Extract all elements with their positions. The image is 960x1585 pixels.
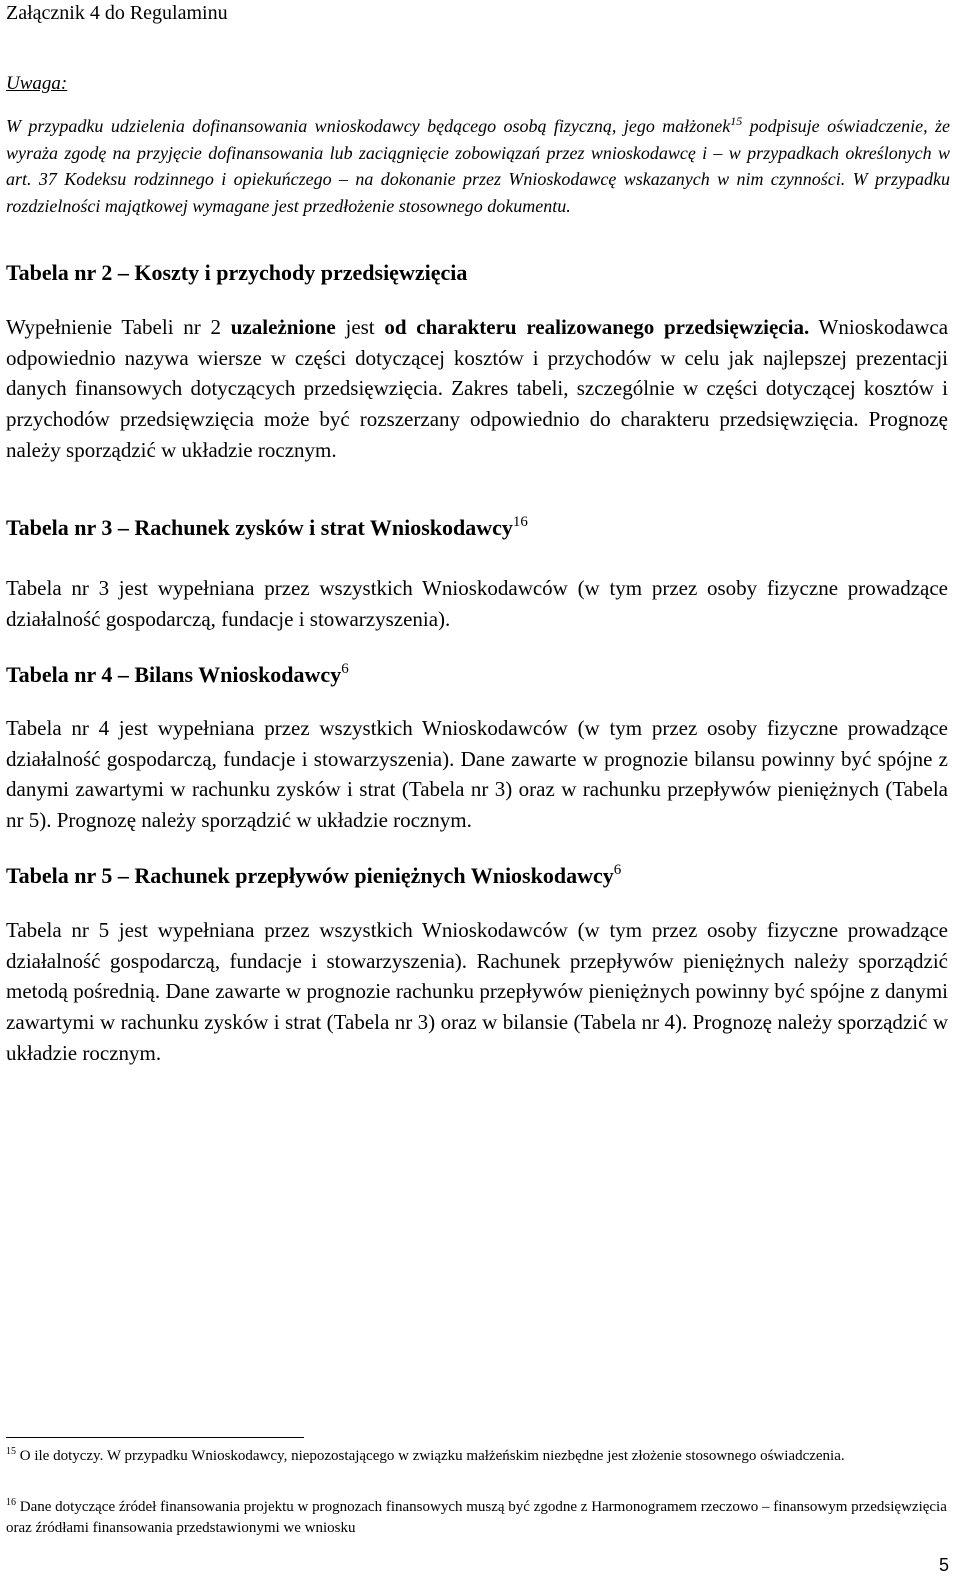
section-footnote-ref: 6 xyxy=(341,661,349,677)
section-title-text: Tabela nr 4 – Bilans Wnioskodawcy xyxy=(6,662,342,687)
attachment-header: Załącznik 4 do Regulaminu xyxy=(6,2,228,24)
footnote-number: 16 xyxy=(6,1497,16,1508)
body-text: Tabela nr 5 jest wypełniana przez wszystkich Wnioskodawców (w tym przez osoby fizyczne prowadzące działalność gospodarczą, fundacje i stowarzyszenia). Rachunek przepływów pieniężnych należy sporządzić metodą pośrednią. Dane zawarte w prognozie rachunku przepływów pieniężnych powinny być spójne z danymi zawartymi w rachunku zysków i strat (Tabela nr 3) oraz w bilansie (Tabela nr 4). Prognozę należy sporządzić w układzie rocznym. xyxy=(6,918,948,1065)
section-body-tabela-5 xyxy=(6,915,948,1069)
body-text: Wnioskodawca odpowiednio nazywa wiersze w części dotyczącej kosztów i przychodów w celu jak najlepszej prezentacji danych finansowych dotyczących przedsięwzięcia. Zakres tabeli, szczególnie w części dotyczącej kosztów i przychodów przedsięwzięcia może być rozszerzany odpowiednio do charakteru przedsięwzięcia. Prognozę należy sporządzić w układzie rocznym. xyxy=(6,315,949,462)
note-text-part1: W przypadku udzielenia dofinansowania wnioskodawcy będącego osobą fizyczną, jego małżonek xyxy=(6,116,731,136)
section-title-tabela-4 xyxy=(6,660,950,690)
section-footnote-ref: 6 xyxy=(613,862,622,878)
section-title-tabela-5 xyxy=(6,861,950,891)
note-paragraph xyxy=(6,113,950,219)
section-title-text: Tabela nr 5 – Rachunek przepływów pieniężnych Wnioskodawcy xyxy=(6,863,614,888)
footnote-15 xyxy=(6,1446,950,1467)
note-label: Uwaga: xyxy=(6,73,68,94)
body-text: Tabela nr 4 jest wypełniana przez wszystkich Wnioskodawców (w tym przez osoby fizyczne prowadzące działalność gospodarczą, fundacje i stowarzyszenia). Dane zawarte w prognozie bilansu powinny być spójne z danymi zawartymi w rachunku zysków i strat (Tabela nr 3) oraz w rachunku przepływów pieniężnych (Tabela nr 5). Prognozę należy sporządzić w układzie rocznym. xyxy=(6,716,948,833)
section-title-text: Tabela nr 2 – Koszty i przychody przedsięwzięcia xyxy=(6,260,468,285)
body-text: Tabela nr 3 jest wypełniana przez wszystkich Wnioskodawców (w tym przez osoby fizyczne prowadzące działalność gospodarczą, fundacje i stowarzyszenia). xyxy=(6,576,948,631)
footnote-separator xyxy=(6,1437,304,1438)
section-body-tabela-4 xyxy=(6,713,948,836)
footnote-16 xyxy=(6,1497,950,1539)
section-title-tabela-2 xyxy=(6,258,950,288)
body-text: Wypełnienie Tabeli nr 2 xyxy=(6,315,231,339)
footnote-number: 15 xyxy=(6,1446,16,1457)
section-title-text: Tabela nr 3 – Rachunek zysków i strat Wnioskodawcy xyxy=(6,515,513,540)
section-footnote-ref: 16 xyxy=(512,514,528,530)
section-title-tabela-3 xyxy=(6,513,950,543)
body-bold-text: uzależnione xyxy=(230,315,336,339)
footnote-text: Dane dotyczące źródeł finansowania projektu w prognozach finansowych muszą być zgodne z Harmonogramem rzeczowo – finansowym przedsięwzięcia oraz źródłami finansowania przedstawionymi we wniosku xyxy=(6,1499,947,1536)
section-body-tabela-3 xyxy=(6,573,948,634)
page-number: 5 xyxy=(938,1555,949,1575)
note-text-part2: podpisuje oświadczenie, że wyraża zgodę na przyjęcie dofinansowania lub zaciągnięcie zobowiązań przez wnioskodawcę i – w przypadkach określonych w art. 37 Kodeksu rodzinnego i opiekuńczego – na dokonanie przez Wnioskodawcę wskazanych w nim czynności. W przypadku rozdzielności majątkowej wymagane jest przedłożenie stosownego dokumentu. xyxy=(6,116,951,216)
note-footnote-ref: 15 xyxy=(730,114,743,128)
body-text: jest xyxy=(335,315,385,339)
section-body-tabela-2 xyxy=(6,312,948,466)
body-bold-text: od charakteru realizowanego przedsięwzięcia. xyxy=(384,315,810,339)
footnote-text: O ile dotyczy. W przypadku Wnioskodawcy, niepozostającego w związku małżeńskim niezbędne jest złożenie stosownego oświadczenia. xyxy=(16,1448,845,1464)
